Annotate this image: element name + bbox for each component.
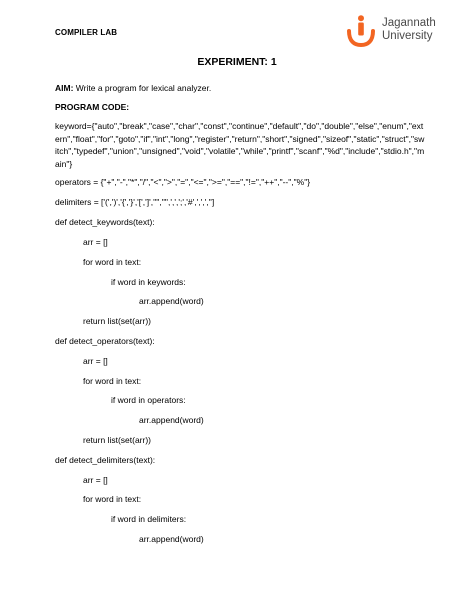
- code-line: arr.append(word): [139, 415, 204, 425]
- code-line: for word in text:: [83, 494, 142, 504]
- code-line: return list(set(arr)): [83, 316, 152, 326]
- code-line: def detect_keywords(text):: [55, 217, 155, 227]
- code-line: arr = []: [83, 356, 108, 366]
- code-line: if word in operators:: [111, 395, 186, 405]
- code-line: for word in text:: [83, 376, 142, 386]
- experiment-title: EXPERIMENT: 1: [197, 56, 277, 68]
- university-logo-icon: [346, 15, 376, 47]
- university-name: [382, 17, 436, 43]
- code-line: def detect_delimiters(text):: [55, 455, 156, 465]
- code-line: arr.append(word): [139, 534, 204, 544]
- code-line: delimiters = ['(',')','{','}','[',']','"','"',',',';','#',',',','']: [55, 197, 215, 207]
- aim-text: Write a program for lexical analyzer.: [73, 83, 212, 93]
- aim-paragraph: [55, 82, 211, 94]
- code-line: def detect_operators(text):: [55, 336, 155, 346]
- code-line: operators = {"+","-","*","/","<",">","=","<=",">=","==","!=","++","--","%"}: [55, 177, 311, 187]
- code-keyword-line: keyword={"auto","break","case","char","const","continue","default","do","double","else","enum","extern","float","for","goto","if","int","long","register","return","short","signed","sizeof","static","struct","switch","typedef","union","unsigned","void","volatile","while","printf","scanf","%d","include","stdio.h","main"}: [55, 121, 425, 169]
- code-line: for word in text:: [83, 257, 142, 267]
- university-logo: [346, 15, 442, 49]
- university-name-line2: University: [382, 30, 433, 42]
- code-line: if word in keywords:: [111, 277, 186, 287]
- university-name-line1: Jagannath: [382, 17, 436, 29]
- program-code-label: PROGRAM CODE:: [55, 102, 130, 112]
- code-line: arr = []: [83, 475, 108, 485]
- code-line: arr.append(word): [139, 296, 204, 306]
- code-line: return list(set(arr)): [83, 435, 152, 445]
- header-course-label: COMPILER LAB: [55, 28, 118, 37]
- code-line: if word in delimiters:: [111, 514, 187, 524]
- code-line: arr = []: [83, 237, 108, 247]
- aim-label: AIM:: [55, 83, 74, 93]
